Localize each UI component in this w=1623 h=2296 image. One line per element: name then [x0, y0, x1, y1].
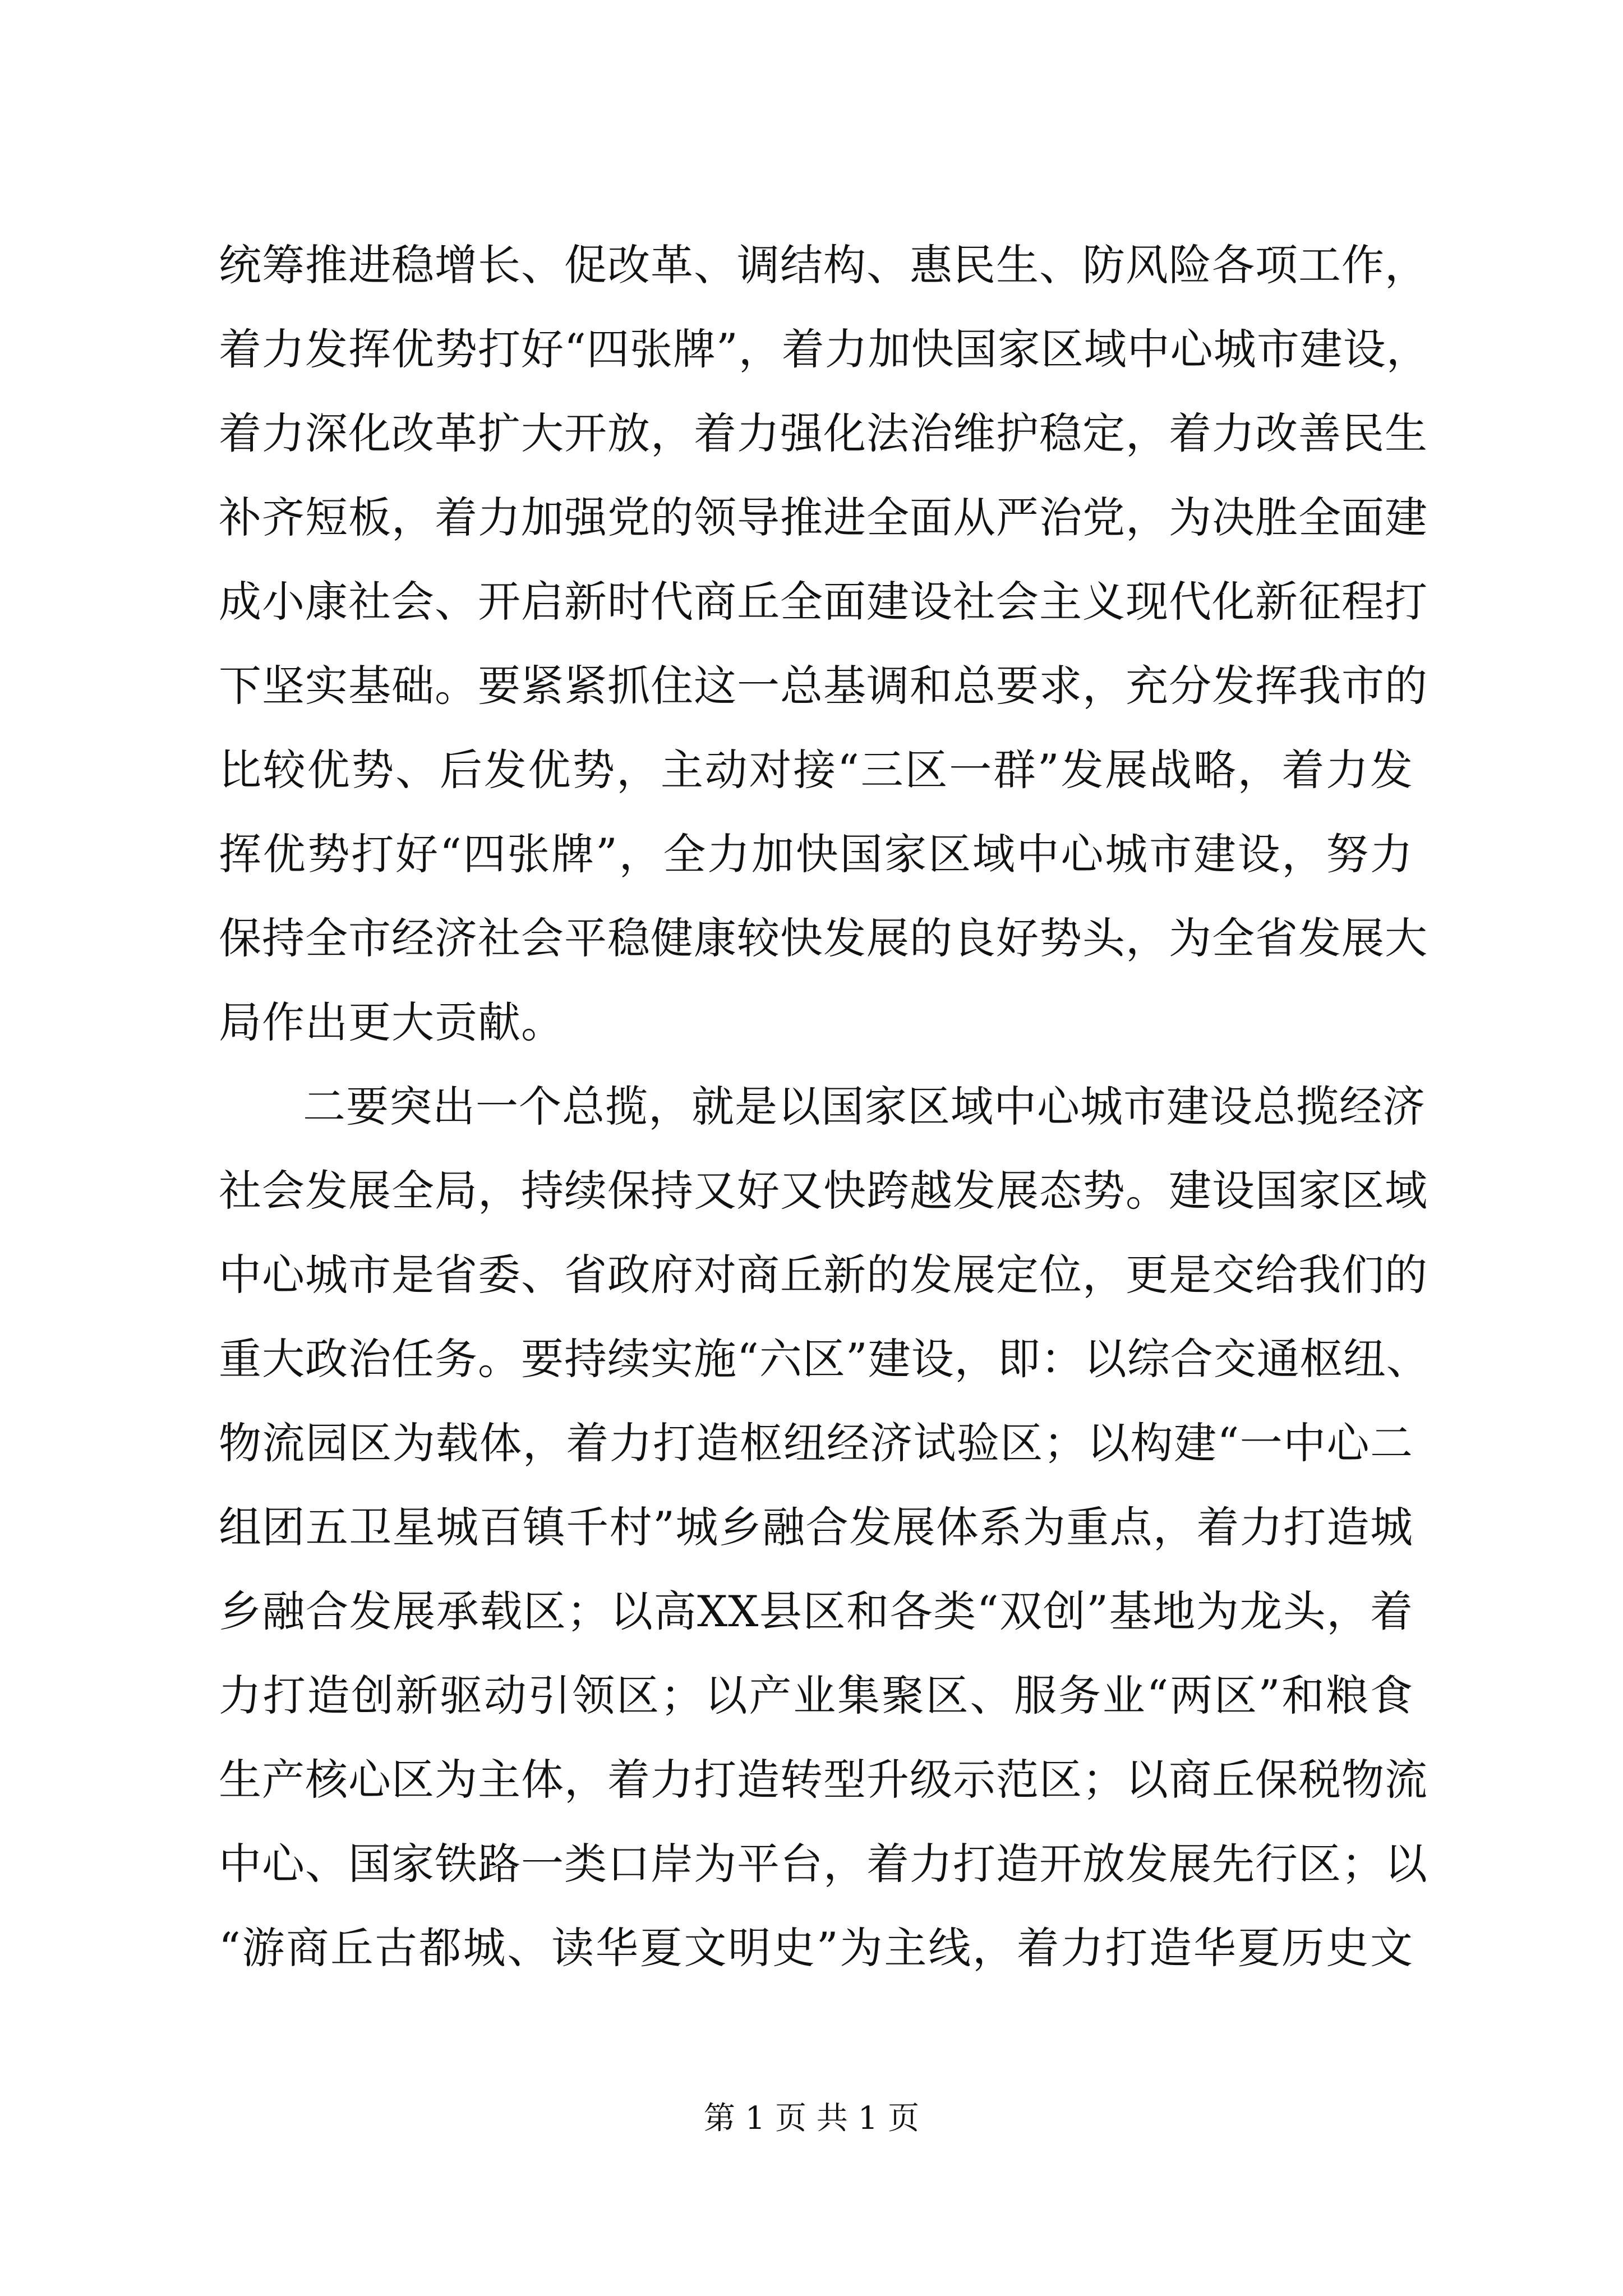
text-line: 统筹推进稳增长、促改革、调结构、惠民生、防风险各项工作， [219, 240, 1428, 290]
text-line: 组团五卫星城百镇千村”城乡融合发展体系为重点，着力打造城 [219, 1502, 1413, 1552]
text-line: 重大政治任务。要持续实施“六区”建设，即：以综合交通枢纽、 [219, 1334, 1430, 1384]
text-line: 中心城市是省委、省政府对商丘新的发展定位，更是交给我们的 [219, 1250, 1428, 1300]
text-line: 成小康社会、开启新时代商丘全面建设社会主义现代化新征程打 [219, 577, 1428, 627]
text-line: 力打造创新驱动引领区；以产业集聚区、服务业“两区”和粮食 [219, 1671, 1413, 1720]
paragraph-first-line: 二要突出一个总揽，就是以国家区域中心城市建设总揽经济 [303, 1082, 1426, 1131]
text-line: 挥优势打好“四张牌”，全力加快国家区域中心城市建设，努力 [219, 829, 1413, 879]
text-line: 下坚实基础。要紧紧抓住这一总基调和总要求，充分发挥我市的 [219, 661, 1428, 711]
text-line: 中心、国家铁路一类口岸为平台，着力打造开放发展先行区；以 [219, 1839, 1428, 1889]
text-line: 生产核心区为主体，着力打造转型升级示范区；以商丘保税物流 [219, 1755, 1428, 1805]
text-line: 局作出更大贡献。 [219, 997, 564, 1047]
text-line: 社会发展全局，持续保持又好又快跨越发展态势。建设国家区域 [219, 1166, 1428, 1216]
body-text [219, 223, 1430, 1990]
text-line: 补齐短板，着力加强党的领导推进全面从严治党，为决胜全面建 [219, 493, 1428, 542]
text-line: 着力深化改革扩大开放，着力强化法治维护稳定，着力改善民生 [219, 408, 1428, 458]
text-line: 保持全市经济社会平稳健康较快发展的良好势头，为全省发展大 [219, 913, 1428, 963]
text-line: “游商丘古都城、读华夏文明史”为主线，着力打造华夏历史文 [219, 1923, 1413, 1973]
text-line: 着力发挥优势打好“四张牌”，着力加快国家区域中心城市建设， [219, 324, 1430, 374]
page-footer: 第 1 页 共 1 页 [703, 2100, 920, 2137]
text-line: 乡融合发展承载区；以高XX县区和各类“双创”基地为龙头，着 [219, 1586, 1413, 1636]
text-line: 物流园区为载体，着力打造枢纽经济试验区；以构建“一中心二 [219, 1418, 1413, 1468]
text-line: 比较优势、后发优势，主动对接“三区一群”发展战略，着力发 [219, 745, 1413, 795]
